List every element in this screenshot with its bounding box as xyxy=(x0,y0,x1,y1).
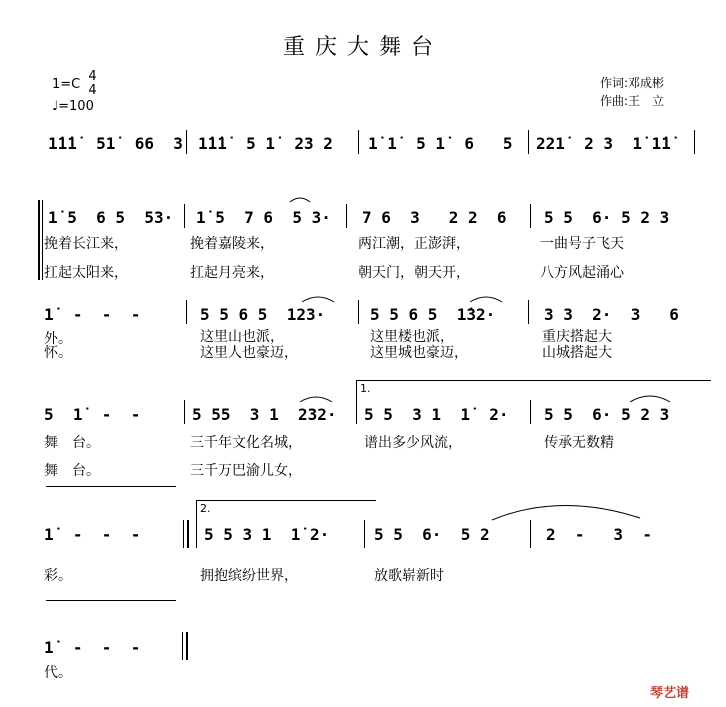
tempo-marking: ♩=100 xyxy=(52,99,94,114)
volta-2-label: 2. xyxy=(200,502,211,515)
measure: 5 5 6 5 1̇32· xyxy=(370,305,496,324)
composer: 作曲:王 立 xyxy=(600,94,665,108)
measure: 5 5 3 1 1̇ 2· xyxy=(364,405,509,424)
measure: 1̇ - - - xyxy=(44,305,141,324)
slur xyxy=(302,297,334,302)
slur xyxy=(290,198,310,202)
measure: 3 3 2· 3 6 xyxy=(544,305,679,324)
lyric-text: 山城搭起大 xyxy=(542,345,612,361)
measure: 1̇ 5 6 5 53· xyxy=(48,208,174,227)
measure: 1̇1̇1̇ 5 1̇ 23 2 xyxy=(198,134,333,153)
lyric-text: 传承无数精 xyxy=(544,435,614,451)
lyric-text: 这里人也豪迈， xyxy=(200,345,298,361)
volta-1-label: 1. xyxy=(360,382,371,395)
measure: 221̇ 2 3 1̇ 1̇1̇ xyxy=(536,134,671,153)
lyric-text: 三千年文化名城， xyxy=(190,435,302,451)
lyric-text: 怀。 xyxy=(44,345,72,361)
lyric-text: 重庆搭起大 xyxy=(542,329,612,345)
lyric-text: 朝天门，朝天开， xyxy=(358,265,470,281)
time-signature-top: 4 xyxy=(88,69,97,84)
lyric-text: 挽着长江来， xyxy=(44,236,128,252)
lyricist: 作词:邓成彬 xyxy=(600,76,665,90)
measure: 5 5 6· 5 2 3 xyxy=(544,208,670,227)
key-signature: 1=C xyxy=(52,76,81,92)
lyric-text: 挽着嘉陵来， xyxy=(190,236,274,252)
lyric-text: 放歌崭新时 xyxy=(374,568,444,584)
measure: 5 5 6· 5 2 xyxy=(374,525,490,544)
lyric-text: 一曲号子飞天 xyxy=(540,236,624,252)
lyric-text: 舞 台。 xyxy=(44,435,100,451)
lyric-text: 舞 台。 xyxy=(44,463,100,479)
slur xyxy=(470,297,502,302)
lyric-text: 两江潮，正澎湃， xyxy=(358,236,470,252)
lyric-text: 三千万巴渝儿女， xyxy=(190,463,302,479)
measure: 5 5 6 5 123· xyxy=(200,305,326,324)
lyric-text: 这里山也派， xyxy=(200,329,284,345)
lyric-text: 谱出多少风流， xyxy=(364,435,462,451)
slur xyxy=(300,397,332,402)
measure: 1̇ 5 7 6 5 3· xyxy=(196,208,331,227)
measure: 1̇1̇1̇ 51̇ 66 3 xyxy=(48,134,183,153)
measure: 1̇ 1̇ 5 1̇ 6 5 xyxy=(368,134,513,153)
lyric-text: 八方风起涌心 xyxy=(540,265,624,281)
watermark-logo: 琴艺谱 xyxy=(650,686,690,701)
song-title: 重庆大舞台 xyxy=(282,35,443,60)
lyric-text: 扛起月亮来， xyxy=(190,265,274,281)
measure: 1̇ - - - xyxy=(44,638,141,657)
slur xyxy=(492,505,640,520)
measure: 2 - 3 - xyxy=(546,525,652,544)
lyric-text: 这里楼也派， xyxy=(370,329,454,345)
slur xyxy=(630,396,670,402)
lyric-text: 外。 xyxy=(44,331,72,347)
lyric-text: 彩。 xyxy=(44,568,72,584)
lyric-text: 扛起太阳来， xyxy=(44,265,128,281)
lyric-text: 拥抱缤纷世界， xyxy=(200,568,298,584)
measure: 5 1̇ - - xyxy=(44,405,141,424)
measure: 5 5 3 1 1̇ 2· xyxy=(204,525,330,544)
lyric-text: 这里城也豪迈， xyxy=(370,345,468,361)
lyric-text: 代。 xyxy=(44,665,72,681)
measure: 7 6 3 2 2 6 xyxy=(362,208,507,227)
time-signature-bottom: 4 xyxy=(88,83,97,98)
measure: 1̇ - - - xyxy=(44,525,141,544)
measure: 5 5 6· 5 2 3 xyxy=(544,405,670,424)
measure: 5 55 3 1 232· xyxy=(192,405,337,424)
